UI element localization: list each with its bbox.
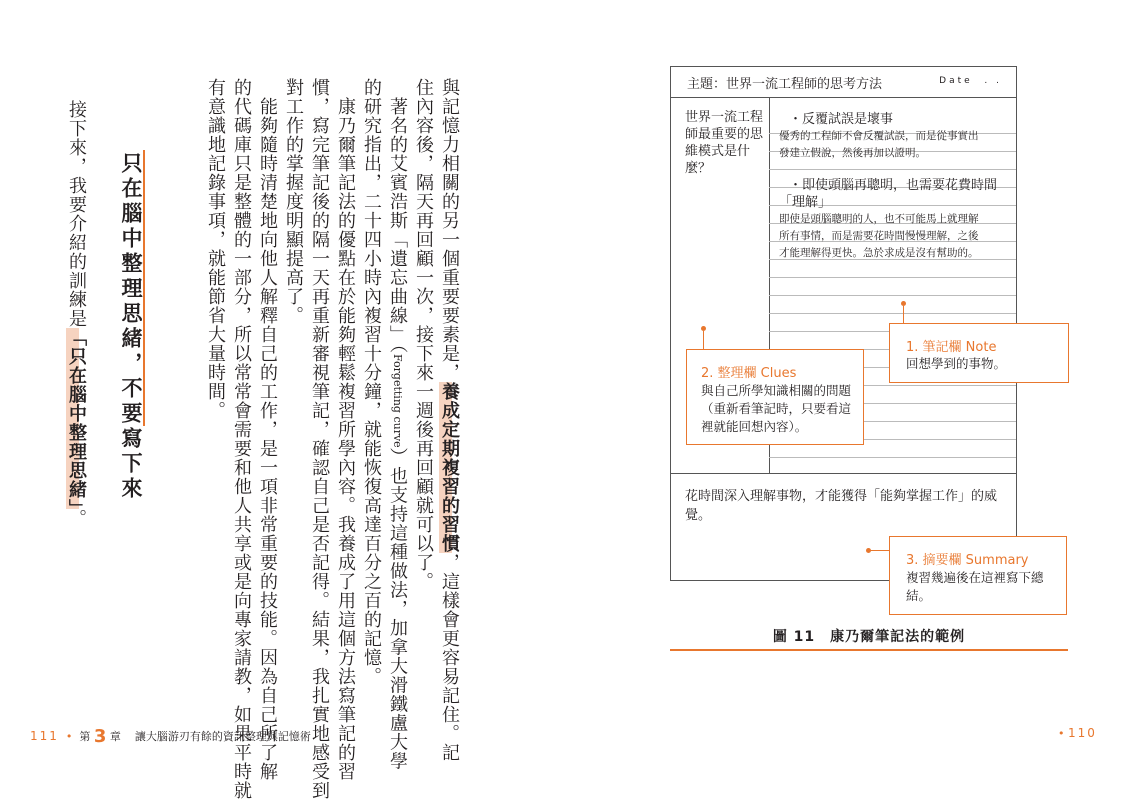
callout-summary [889, 536, 1067, 615]
summary-divider [671, 473, 1016, 474]
ruled-line [769, 277, 1016, 278]
body-text: 與記憶力相關的另一個重要要素是， [439, 78, 460, 382]
body-text: ）也支持這種做法，加拿大滑鐵盧大學 [387, 447, 408, 771]
note-block-1 [779, 111, 979, 162]
note-2-body-line: 即使是頭腦聰明的人，也不可能馬上就理解 [779, 213, 979, 225]
chapter-suffix: 章 [109, 730, 121, 743]
chapter-title: 讓大腦游刃有餘的資訊整理與記憶術 [134, 730, 311, 743]
note-connector-line [903, 306, 904, 324]
body-column-8: 能夠隨時清楚地向他人解釋自己的工作，是一項非常重要的技能。因為自己所了解 [257, 78, 278, 781]
body-column-10: 有意識地記錄事項，就能節省大量時間。 [205, 78, 226, 420]
note-1-body-line: 優秀的工程師不會反覆試誤，而是從事實出 [779, 130, 979, 142]
figure-caption: 圖 11 康乃爾筆記法的範例 [772, 629, 966, 645]
body-text: 接下來，我要介紹的訓練是 [66, 100, 87, 328]
ruled-line [769, 457, 1016, 458]
note-1-title: ・反覆試誤是壞事 [789, 112, 894, 127]
callout-note [889, 323, 1069, 383]
right-footer [1058, 726, 1097, 740]
body-column-6: 慣，寫完筆記後的隔一天再重新審視筆記，確認自己是否記得。結果，我扎實地感受到 [309, 78, 330, 800]
callout-note-body: 回想學到的事物。 [906, 356, 1007, 371]
notebook-header [671, 67, 1016, 98]
left-page-number: 111 [30, 729, 59, 743]
clues-connector-line [703, 331, 704, 350]
left-footer [30, 726, 311, 747]
ruled-line [769, 169, 1016, 170]
chapter-prefix: 第 [79, 730, 91, 743]
chapter-number: 3 [93, 726, 107, 747]
note-block-2 [779, 177, 997, 262]
footer-bullet-icon: • [62, 730, 76, 743]
notebook-topic [687, 73, 882, 92]
topic-label: 主題： [687, 77, 727, 92]
summary-connector-line [870, 550, 890, 551]
body-column-last [63, 100, 89, 528]
cue-question: 世界一流工程師最重要的思維模式是什麼？ [685, 110, 764, 176]
callout-summary-body: 複習幾遍後在這裡寫下總結。 [906, 570, 1044, 603]
summary-text: 花時間深入理解事物，才能獲得「能夠掌握工作」的威覺。 [685, 489, 998, 523]
callout-note-title: 1. 筆記欄 Note [906, 340, 997, 355]
caption-rule [670, 649, 1068, 651]
footer-bullet-icon: • [1058, 727, 1068, 740]
body-column-3 [384, 78, 410, 771]
note-2-title-cont: 「理解」 [779, 195, 832, 210]
ruled-line [769, 295, 1016, 296]
callout-summary-title: 3. 摘要欄 Summary [906, 553, 1029, 568]
body-column-4: 的研究指出，二十四小時內複習十分鐘，就能恢復高達百分之百的記憶。 [361, 78, 382, 686]
body-column-7: 對工作的掌握度明顯提高了。 [283, 78, 304, 325]
highlight-text: 「只在腦中整理思緒」 [66, 328, 87, 509]
body-text: ，這樣會更容易記住。記 [439, 553, 460, 762]
right-page-number: 110 [1068, 726, 1097, 740]
date-dots: . . [984, 76, 1002, 86]
body-text: 。 [66, 509, 87, 528]
body-column-9: 的代碼庫只是整體的一部分，所以常常會需要和他人共享或是向專家請教，如果平時就 [231, 78, 252, 800]
note-2-title: ・即使頭腦再聰明，也需要花費時間 [789, 178, 998, 193]
body-column-2: 住內容後，隔天再回顧一次，接下來一週後再回顧就可以了。 [413, 78, 434, 591]
latin-term: Forgetting curve [391, 354, 404, 448]
body-column-5: 康乃爾筆記法的優點在於能夠輕鬆複習所學內容。我養成了用這個方法寫筆記的習 [335, 78, 356, 781]
body-column-1 [436, 78, 462, 762]
topic-text: 世界一流工程師的思考方法 [726, 77, 883, 92]
date-label: Date [939, 76, 973, 86]
body-text: 著名的艾賓浩斯「遺忘曲線」（ [387, 78, 408, 354]
callout-clues [686, 349, 864, 445]
notebook-date [939, 76, 1002, 86]
section-heading: 只在腦中整理思緒，不要寫下來 [119, 152, 143, 502]
ruled-line [769, 313, 1016, 314]
callout-clues-body: 與自己所學知識相關的問題（重新看筆記時，只要看這裡就能回想內容）。 [701, 383, 852, 434]
callout-clues-title: 2. 整理欄 Clues [701, 366, 797, 381]
note-2-body-line: 才能理解得更快。急於求成是沒有幫助的。 [779, 247, 979, 259]
highlight-text: 養成定期複習的習慣 [439, 382, 460, 553]
note-2-body-line: 所有事情，而是需要花時間慢慢理解，之後 [779, 230, 979, 242]
note-1-body-line: 發建立假說，然後再加以證明。 [779, 147, 926, 159]
